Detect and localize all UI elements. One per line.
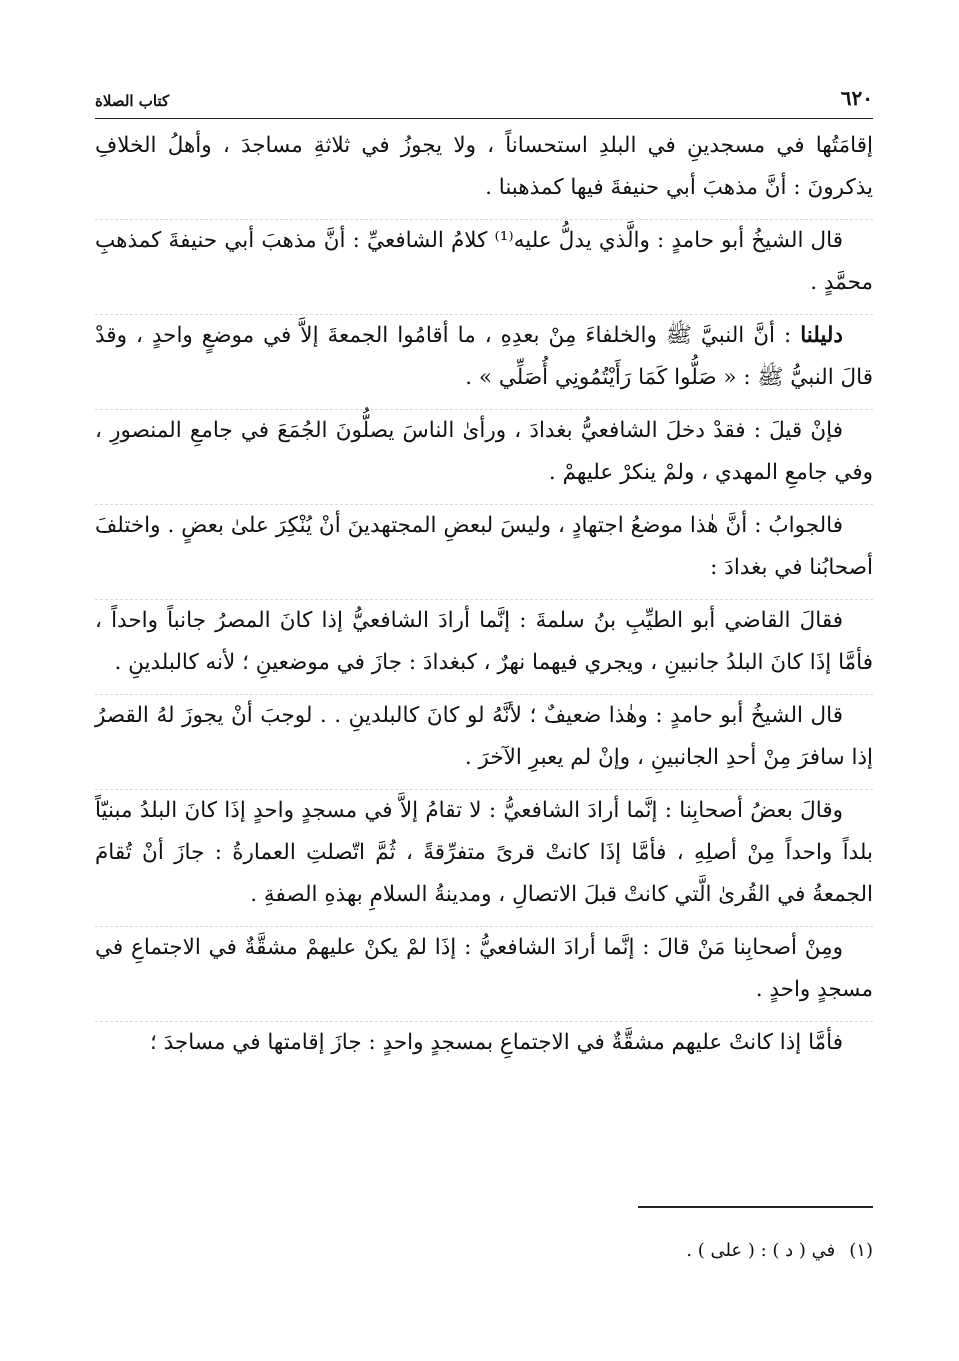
paragraph (95, 790, 873, 927)
paragraph (95, 505, 873, 600)
page-number: ٦٢٠ (840, 86, 873, 110)
paragraph (95, 600, 873, 695)
paragraph (95, 315, 873, 410)
paragraph-text: فالجوابُ : أنَّ هٰذا موضعُ اجتهادٍ ، وليسَ لبعضِ المجتهدينَ أنْ يُنْكِرَ علىٰ بعضٍ . واختلفَ أصحابُنا في بغدادَ : (95, 513, 873, 580)
paragraph-lead: دليلنا (800, 323, 843, 348)
paragraph (95, 410, 873, 505)
paragraph (95, 220, 873, 315)
paragraph-text: فقالَ القاضي أبو الطيِّبِ بنُ سلمةَ : إنَّما أرادَ الشافعيُّ إذا كانَ المصرُ جانباً واحداً ، فأمَّا إذَا كانَ البلدُ جانبينِ ، ويجري فيهما نهرٌ ، كبغدادَ : جازَ في موضعينِ ؛ لأنه كالبلدينِ . (95, 608, 873, 675)
footnote-number: (١) (849, 1240, 873, 1261)
paragraph-text: إقامَتُها في مسجدينِ في البلدِ استحساناً ، ولا يجوزُ في ثلاثةِ مساجدَ ، وأهلُ الخلافِ يذكرونَ : أنَّ مذهبَ أبي حنيفةَ فيها كمذهبنا . (95, 133, 873, 200)
paragraph (95, 1022, 873, 1074)
paragraph-text: فأمَّا إذا كانتْ عليهم مشقَّةٌ في الاجتماعِ بمسجدٍ واحدٍ : جازَ إقامتها في مساجدَ ؛ (149, 1030, 843, 1055)
paragraph-text: : أنَّ النبيَّ ﷺ والخلفاءَ مِنْ بعدِهِ ، ما أقامُوا الجمعةَ إلاَّ في موضعٍ واحدٍ ، وقدْ قالَ النبيُّ ﷺ : « صَلُّوا كَمَا رَأَيْتُمُونِي أُصَلِّي » . (95, 323, 873, 390)
book-page (95, 78, 873, 1338)
footnote (686, 1236, 873, 1266)
page-header (95, 78, 873, 119)
paragraph (95, 927, 873, 1022)
paragraph (95, 125, 873, 220)
footnote-divider (638, 1206, 873, 1208)
paragraph-text: ومِنْ أصحابِنا مَنْ قالَ : إنَّما أرادَ الشافعيُّ : إذَا لمْ يكنْ عليهمْ مشقَّةٌ في الاجتماعِ في مسجدٍ واحدٍ . (95, 935, 873, 1002)
body-text (95, 125, 873, 1074)
paragraph-text: وقالَ بعضُ أصحابِنا : إنَّما أرادَ الشافعيُّ : لا تقامُ إلاَّ في مسجدٍ واحدٍ إذَا كانَ البلدُ مبنيّاً بلداً واحداً مِنْ أصلِهِ ، فأمَّا إذَا كانتْ قرىً متفرِّقةً ، ثُمَّ اتّصلتِ العمارةُ : جازَ أنْ تُقامَ الجمعةُ في القُرىٰ الَّتي كانتْ قبلَ الاتصالِ ، ومدينةُ السلامِ بهذهِ الصفةِ . (95, 798, 873, 907)
paragraph-text: قال الشيخُ أبو حامدٍ : والَّذي يدلُّ عليه⁽¹⁾ كلامُ الشافعيِّ : أنَّ مذهبَ أبي حنيفةَ كمذهبِ محمَّدٍ . (95, 228, 873, 295)
footnote-text: في ( د ) : ( على ) . (686, 1240, 836, 1261)
paragraph-text: فإنْ قيلَ : فقدْ دخلَ الشافعيُّ بغدادَ ، ورأىٰ الناسَ يصلُّونَ الجُمَعَ في جامعِ المنصورِ ، وفي جامعِ المهدي ، ولمْ ينكرْ عليهمْ . (95, 418, 873, 485)
paragraph-text: قال الشيخُ أبو حامدٍ : وهٰذا ضعيفٌ ؛ لأنَّهُ لو كانَ كالبلدينِ . . لوجبَ أنْ يجوزَ لهُ القصرُ إذا سافرَ مِنْ أحدِ الجانبينِ ، وإنْ لم يعبرِ الآخرَ . (95, 703, 873, 770)
running-title: كتاب الصلاة (95, 92, 170, 110)
paragraph (95, 695, 873, 790)
